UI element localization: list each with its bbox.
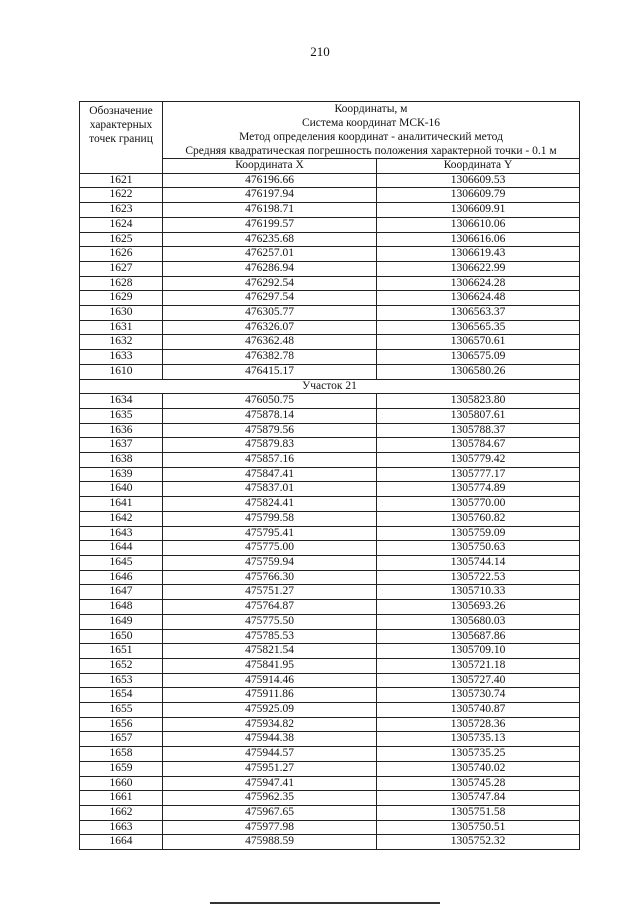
coord-x-cell: 475824.41	[163, 497, 377, 512]
col-x-header: Координата X	[163, 159, 377, 174]
point-id-cell: 1647	[80, 585, 163, 600]
coord-x-cell: 476326.07	[163, 320, 377, 335]
coord-y-cell: 1306609.53	[377, 173, 580, 188]
coord-y-cell: 1305727.40	[377, 673, 580, 688]
coord-y-cell: 1305770.00	[377, 497, 580, 512]
table-row	[80, 261, 580, 276]
table-row	[80, 791, 580, 806]
point-id-cell: 1629	[80, 291, 163, 306]
coord-y-cell: 1305728.36	[377, 717, 580, 732]
bottom-rule	[210, 902, 440, 904]
point-id-cell: 1635	[80, 408, 163, 423]
point-label-header: Обозначение характерных точек границ	[80, 102, 163, 174]
table-row	[80, 497, 580, 512]
point-id-cell: 1653	[80, 673, 163, 688]
point-id-cell: 1654	[80, 688, 163, 703]
coord-y-cell: 1306580.26	[377, 364, 580, 379]
coord-y-cell: 1305721.18	[377, 658, 580, 673]
table-row	[80, 688, 580, 703]
table-row	[80, 335, 580, 350]
point-id-cell: 1624	[80, 217, 163, 232]
coord-x-cell: 476362.48	[163, 335, 377, 350]
point-id-cell: 1664	[80, 835, 163, 850]
coord-x-cell: 476197.94	[163, 188, 377, 203]
coord-x-cell: 475951.27	[163, 761, 377, 776]
coord-x-cell: 476382.78	[163, 350, 377, 365]
table-body-part2	[80, 394, 580, 850]
table-row	[80, 364, 580, 379]
coord-y-cell: 1305680.03	[377, 614, 580, 629]
coord-x-cell: 476050.75	[163, 394, 377, 409]
point-id-cell: 1628	[80, 276, 163, 291]
point-id-cell: 1639	[80, 467, 163, 482]
point-id-cell: 1644	[80, 541, 163, 556]
coord-x-cell: 476415.17	[163, 364, 377, 379]
section-body	[80, 379, 580, 394]
point-id-cell: 1658	[80, 747, 163, 762]
point-id-cell: 1633	[80, 350, 163, 365]
coord-y-cell: 1305735.13	[377, 732, 580, 747]
point-id-cell: 1641	[80, 497, 163, 512]
coord-y-cell: 1305759.09	[377, 526, 580, 541]
coord-x-cell: 475914.46	[163, 673, 377, 688]
table-row	[80, 482, 580, 497]
coord-x-cell: 475847.41	[163, 467, 377, 482]
page-number: 210	[310, 44, 330, 59]
coords-unit-line: Координаты, м	[334, 103, 408, 115]
coord-x-cell: 475977.98	[163, 820, 377, 835]
coord-x-cell: 475879.83	[163, 438, 377, 453]
point-id-cell: 1621	[80, 173, 163, 188]
coord-y-cell: 1306609.91	[377, 203, 580, 218]
table-row	[80, 644, 580, 659]
table-row	[80, 217, 580, 232]
coord-y-cell: 1306565.35	[377, 320, 580, 335]
point-id-cell: 1636	[80, 423, 163, 438]
point-id-cell: 1637	[80, 438, 163, 453]
coord-x-cell: 475841.95	[163, 658, 377, 673]
coord-y-cell: 1305760.82	[377, 511, 580, 526]
point-id-cell: 1626	[80, 247, 163, 262]
coord-x-cell: 475857.16	[163, 453, 377, 468]
coord-x-cell: 475795.41	[163, 526, 377, 541]
point-id-cell: 1645	[80, 555, 163, 570]
point-id-cell: 1625	[80, 232, 163, 247]
coord-y-cell: 1306616.06	[377, 232, 580, 247]
point-id-cell: 1610	[80, 364, 163, 379]
point-id-cell: 1652	[80, 658, 163, 673]
point-id-cell: 1631	[80, 320, 163, 335]
point-id-cell: 1656	[80, 717, 163, 732]
table-row	[80, 585, 580, 600]
table-row	[80, 247, 580, 262]
coord-x-cell: 475821.54	[163, 644, 377, 659]
coord-x-cell: 475775.00	[163, 541, 377, 556]
table-row	[80, 555, 580, 570]
table-row	[80, 541, 580, 556]
coord-x-cell: 476257.01	[163, 247, 377, 262]
coord-y-cell: 1305777.17	[377, 467, 580, 482]
coord-y-cell: 1305710.33	[377, 585, 580, 600]
coord-x-cell: 476235.68	[163, 232, 377, 247]
coord-x-cell: 475962.35	[163, 791, 377, 806]
coord-x-cell: 475944.38	[163, 732, 377, 747]
coord-x-cell: 475925.09	[163, 703, 377, 718]
coord-x-cell: 476292.54	[163, 276, 377, 291]
point-id-cell: 1650	[80, 629, 163, 644]
coord-x-cell: 475759.94	[163, 555, 377, 570]
table-header-row	[80, 102, 580, 159]
table-row	[80, 820, 580, 835]
table-row	[80, 717, 580, 732]
point-id-cell: 1622	[80, 188, 163, 203]
coord-y-cell: 1305709.10	[377, 644, 580, 659]
table-row	[80, 747, 580, 762]
coord-x-cell: 476196.66	[163, 173, 377, 188]
table-row	[80, 188, 580, 203]
point-id-cell: 1646	[80, 570, 163, 585]
point-id-cell: 1642	[80, 511, 163, 526]
coord-y-cell: 1306563.37	[377, 306, 580, 321]
coord-y-cell: 1305807.61	[377, 408, 580, 423]
coord-y-cell: 1305735.25	[377, 747, 580, 762]
point-id-cell: 1660	[80, 776, 163, 791]
table-row	[80, 203, 580, 218]
point-id-cell: 1655	[80, 703, 163, 718]
coord-x-cell: 475775.50	[163, 614, 377, 629]
table-row	[80, 732, 580, 747]
coordinates-table	[79, 101, 580, 850]
table-row	[80, 394, 580, 409]
coord-y-cell: 1305750.51	[377, 820, 580, 835]
coord-y-cell: 1306570.61	[377, 335, 580, 350]
coord-x-cell: 475785.53	[163, 629, 377, 644]
coord-x-cell: 475934.82	[163, 717, 377, 732]
point-id-cell: 1661	[80, 791, 163, 806]
coord-y-cell: 1305779.42	[377, 453, 580, 468]
point-id-cell: 1662	[80, 805, 163, 820]
coord-y-cell: 1305745.28	[377, 776, 580, 791]
coord-y-cell: 1306624.28	[377, 276, 580, 291]
coord-x-cell: 476297.54	[163, 291, 377, 306]
coord-y-cell: 1306619.43	[377, 247, 580, 262]
point-id-cell: 1659	[80, 761, 163, 776]
table-row	[80, 232, 580, 247]
table-row	[80, 526, 580, 541]
table-row	[80, 276, 580, 291]
coord-y-cell: 1305752.32	[377, 835, 580, 850]
coord-x-cell: 475799.58	[163, 511, 377, 526]
table-row	[80, 570, 580, 585]
error-line: Средняя квадратическая погрешность положения характерной точки - 0.1 м	[185, 145, 557, 157]
coord-x-cell: 475751.27	[163, 585, 377, 600]
point-id-cell: 1634	[80, 394, 163, 409]
table-row	[80, 776, 580, 791]
coord-system-line: Система координат МСК-16	[301, 117, 441, 129]
coord-y-cell: 1305788.37	[377, 423, 580, 438]
table-row	[80, 306, 580, 321]
table-row	[80, 835, 580, 850]
table-row	[80, 408, 580, 423]
coord-x-cell: 475764.87	[163, 600, 377, 615]
point-id-cell: 1648	[80, 600, 163, 615]
point-id-cell: 1627	[80, 261, 163, 276]
table-row	[80, 805, 580, 820]
table-row	[80, 614, 580, 629]
table-row	[80, 350, 580, 365]
coord-y-cell: 1305740.87	[377, 703, 580, 718]
point-id-cell: 1643	[80, 526, 163, 541]
section-row	[80, 379, 580, 394]
table-row	[80, 761, 580, 776]
coord-y-cell: 1305747.84	[377, 791, 580, 806]
point-id-cell: 1663	[80, 820, 163, 835]
point-id-cell: 1657	[80, 732, 163, 747]
coord-y-cell: 1305744.14	[377, 555, 580, 570]
coord-x-cell: 475967.65	[163, 805, 377, 820]
table-row	[80, 438, 580, 453]
table-row	[80, 423, 580, 438]
coord-y-cell: 1305823.80	[377, 394, 580, 409]
table-body-part1	[80, 173, 580, 379]
table-row	[80, 673, 580, 688]
coord-y-cell: 1305687.86	[377, 629, 580, 644]
coord-x-cell: 476199.57	[163, 217, 377, 232]
coord-y-cell: 1305784.67	[377, 438, 580, 453]
section-title: Участок 21	[80, 379, 580, 394]
point-id-cell: 1651	[80, 644, 163, 659]
coord-x-cell: 475878.14	[163, 408, 377, 423]
coord-y-cell: 1306575.09	[377, 350, 580, 365]
coord-x-cell: 475766.30	[163, 570, 377, 585]
table-row	[80, 467, 580, 482]
coord-x-cell: 475988.59	[163, 835, 377, 850]
table-row	[80, 600, 580, 615]
point-id-cell: 1649	[80, 614, 163, 629]
point-id-cell: 1630	[80, 306, 163, 321]
table-row	[80, 453, 580, 468]
col-y-header: Координата Y	[377, 159, 580, 174]
point-id-cell: 1623	[80, 203, 163, 218]
coord-x-cell: 475944.57	[163, 747, 377, 762]
coord-x-cell: 475911.86	[163, 688, 377, 703]
coord-x-cell: 475837.01	[163, 482, 377, 497]
table-row	[80, 629, 580, 644]
coord-y-cell: 1306610.06	[377, 217, 580, 232]
coord-y-cell: 1306622.99	[377, 261, 580, 276]
coord-y-cell: 1305730.74	[377, 688, 580, 703]
coord-x-cell: 476305.77	[163, 306, 377, 321]
coord-y-cell: 1306609.79	[377, 188, 580, 203]
table-row	[80, 291, 580, 306]
coord-y-cell: 1305774.89	[377, 482, 580, 497]
point-id-cell: 1632	[80, 335, 163, 350]
coord-x-cell: 475879.56	[163, 423, 377, 438]
coord-x-cell: 475947.41	[163, 776, 377, 791]
table-row	[80, 703, 580, 718]
coordinates-header	[163, 102, 580, 159]
coord-y-cell: 1305740.02	[377, 761, 580, 776]
coord-y-cell: 1305722.53	[377, 570, 580, 585]
point-id-cell: 1638	[80, 453, 163, 468]
table-row	[80, 511, 580, 526]
coord-y-cell: 1305693.26	[377, 600, 580, 615]
coord-y-cell: 1305751.58	[377, 805, 580, 820]
table-row	[80, 320, 580, 335]
coord-y-cell: 1306624.48	[377, 291, 580, 306]
coord-y-cell: 1305750.63	[377, 541, 580, 556]
table-row	[80, 658, 580, 673]
coord-x-cell: 476286.94	[163, 261, 377, 276]
method-line: Метод определения координат - аналитический метод	[239, 131, 503, 143]
table-row	[80, 173, 580, 188]
point-id-cell: 1640	[80, 482, 163, 497]
coord-x-cell: 476198.71	[163, 203, 377, 218]
